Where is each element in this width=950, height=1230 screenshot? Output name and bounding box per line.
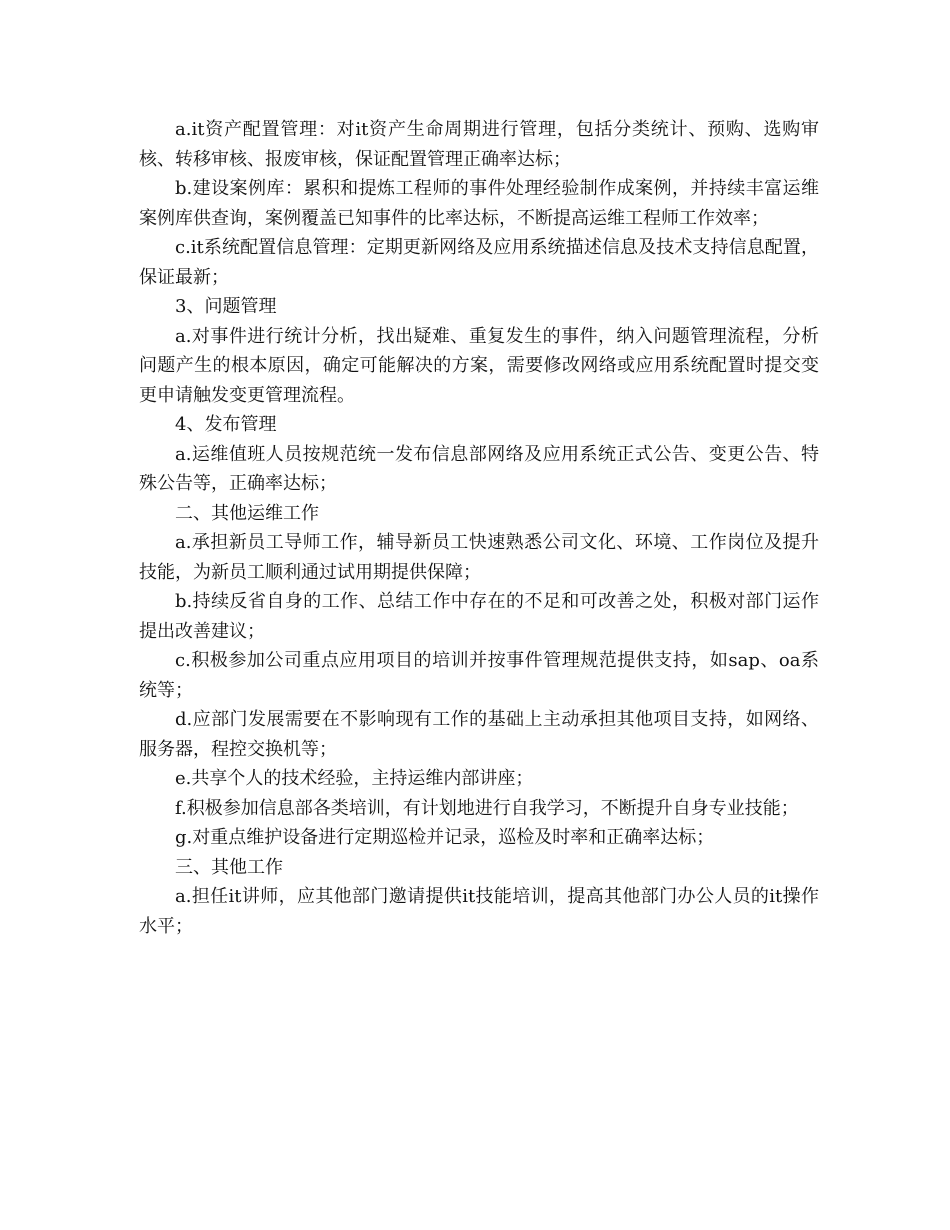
paragraph: b.持续反省自身的工作、总结工作中存在的不足和可改善之处，积极对部门运作提出改善建议； [139, 591, 819, 642]
paragraph: a.it资产配置管理：对it资产生命周期进行管理，包括分类统计、预购、选购审核、转移审核、报废审核，保证配置管理正确率达标； [139, 119, 819, 170]
paragraph: e.共享个人的技术经验，主持运维内部讲座； [175, 768, 534, 789]
paragraph: f.积极参加信息部各类培训，有计划地进行自我学习，不断提升自身专业技能； [175, 797, 799, 819]
section-heading: 3、问题管理 [175, 296, 277, 317]
paragraph: b.建设案例库：累积和提炼工程师的事件处理经验制作成案例，并持续丰富运维案例库供查询，案例覆盖已知事件的比率达标，不断提高运维工程师工作效率； [139, 178, 819, 229]
paragraph: c.it系统配置信息管理：定期更新网络及应用系统描述信息及技术支持信息配置，保证最新； [139, 237, 819, 288]
section-heading: 二、其他运维工作 [175, 502, 319, 524]
section-heading: 三、其他工作 [175, 856, 283, 878]
document-body [139, 115, 819, 941]
paragraph: a.担任it讲师，应其他部门邀请提供it技能培训，提高其他部门办公人员的it操作水平； [139, 886, 819, 937]
paragraph: g.对重点维护设备进行定期巡检并记录，巡检及时率和正确率达标； [175, 827, 715, 848]
paragraph: d.应部门发展需要在不影响现有工作的基础上主动承担其他项目支持，如网络、服务器，程控交换机等； [139, 709, 819, 760]
paragraph: a.运维值班人员按规范统一发布信息部网络及应用系统正式公告、变更公告、特殊公告等，正确率达标； [139, 443, 819, 494]
paragraph: a.承担新员工导师工作，辅导新员工快速熟悉公司文化、环境、工作岗位及提升技能，为新员工顺利通过试用期提供保障； [139, 532, 819, 583]
section-heading: 4、发布管理 [175, 414, 277, 435]
paragraph: a.对事件进行统计分析，找出疑难、重复发生的事件，纳入问题管理流程，分析问题产生的根本原因，确定可能解决的方案，需要修改网络或应用系统配置时提交变更申请触发变更管理流程。 [139, 325, 819, 406]
paragraph: c.积极参加公司重点应用项目的培训并按事件管理规范提供支持，如sap、oa系统等； [139, 650, 819, 701]
